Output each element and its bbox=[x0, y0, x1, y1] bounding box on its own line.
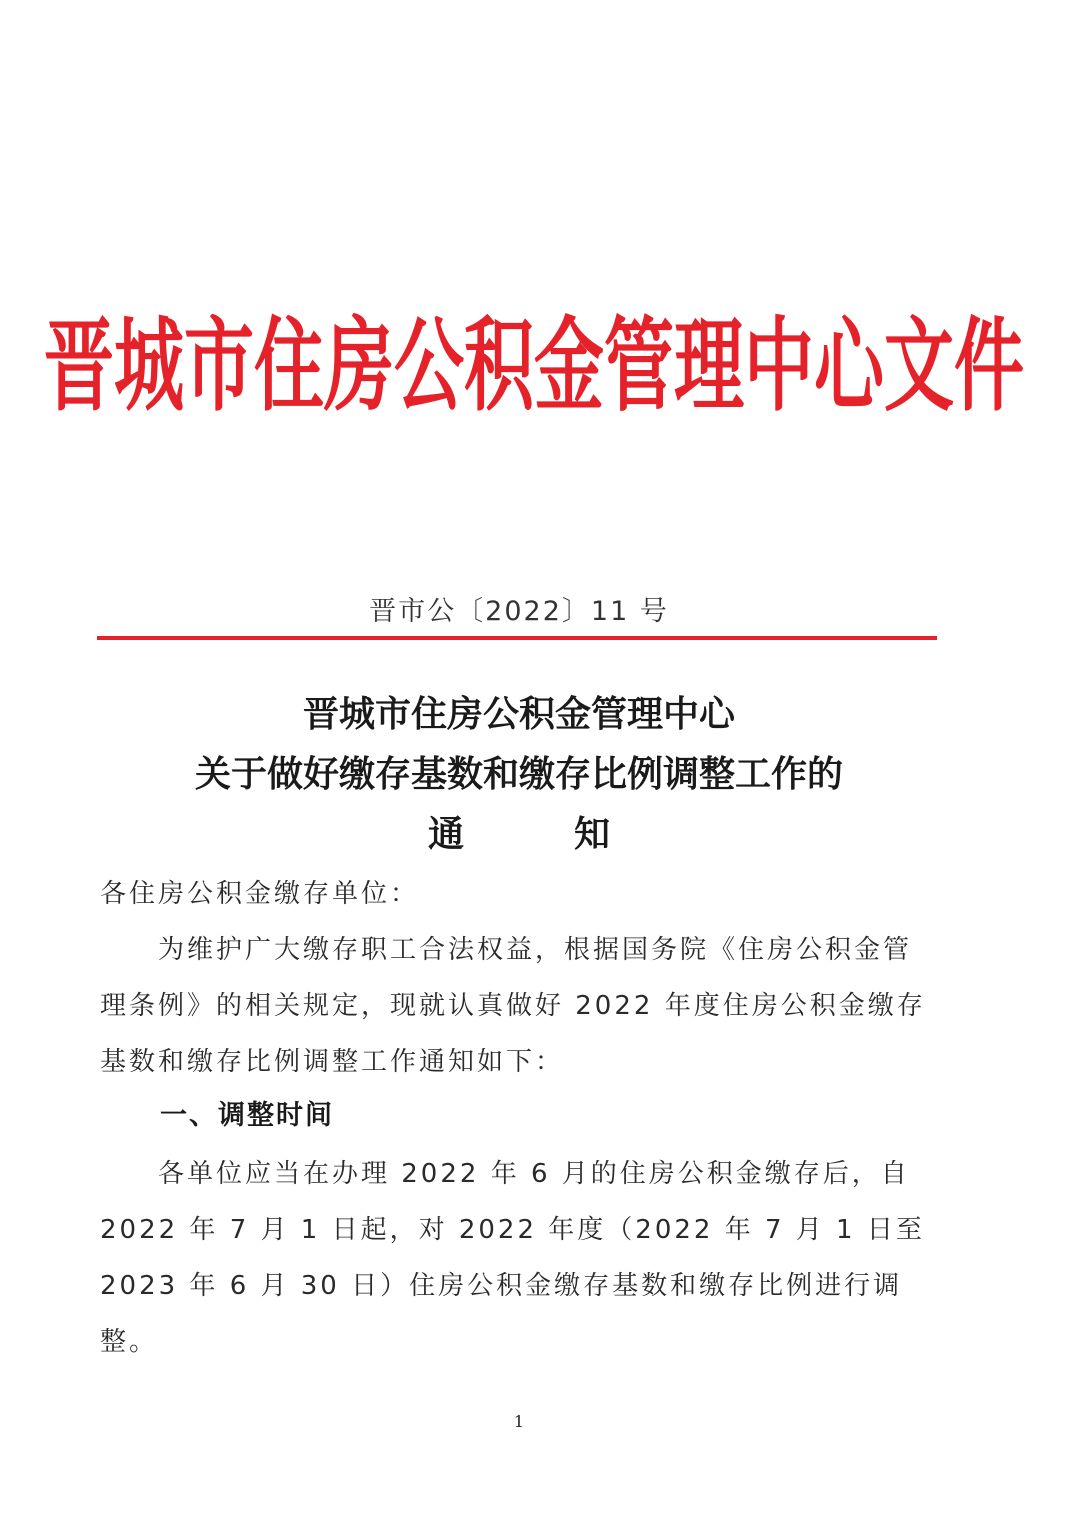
notice-title-char-2: 知 bbox=[574, 813, 611, 855]
paragraph-intro: 为维护广大缴存职工合法权益，根据国务院《住房公积金管理条例》的相关规定，现就认真做好 2022 年度住房公积金缴存基数和缴存比例调整工作通知如下： bbox=[100, 935, 926, 1077]
document-number: 晋市公〔2022〕11 号 bbox=[369, 596, 669, 627]
paragraph-adjustment-time: 各单位应当在办理 2022 年 6 月的住房公积金缴存后，自 2022 年 7 月 1 日起，对 2022 年度（2022 年 7 月 1 日至 2023 年 6 月 30 日）住房公积金缴存基数和缴存比例进行调整。 bbox=[100, 1159, 925, 1357]
salutation: 各住房公积金缴存单位： bbox=[100, 879, 420, 909]
notice-title-line-2: 关于做好缴存基数和缴存比例调整工作的 bbox=[194, 753, 843, 795]
section-heading-adjustment-time: 一、调整时间 bbox=[160, 1100, 334, 1131]
page-number: 1 bbox=[513, 1412, 525, 1431]
red-divider-line bbox=[97, 636, 937, 640]
notice-title-line-1: 晋城市住房公积金管理中心 bbox=[302, 693, 735, 735]
notice-title-char-1: 通 bbox=[427, 813, 464, 855]
notice-title-line-3 bbox=[0, 806, 1038, 862]
red-masthead-title: 晋城市住房公积金管理中心文件 bbox=[44, 305, 1024, 426]
